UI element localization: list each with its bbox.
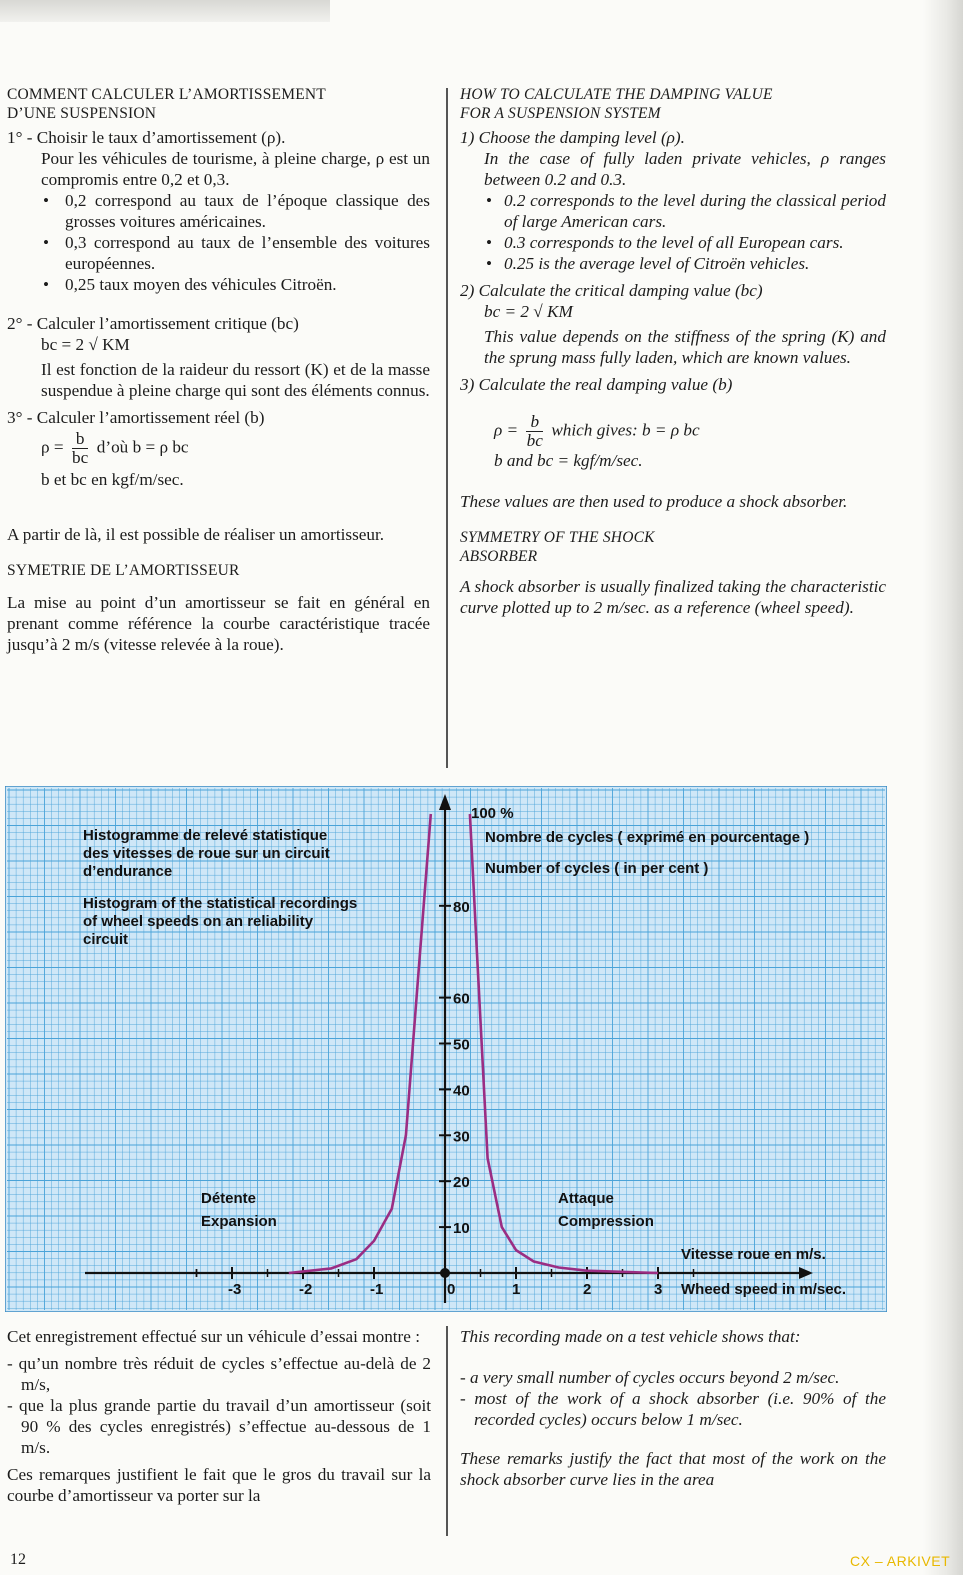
chart-title-en-line: Histogram of the statistical recordings — [83, 895, 358, 912]
list-item: - most of the work of a shock absorber (i.e. 90% of the recorded cycles) occurs below 1 m/sec. — [460, 1389, 886, 1429]
list-item: • 0,25 taux moyen des véhicules Citroën. — [65, 274, 430, 295]
en-step1-label: 1) Choose the damping level (ρ). — [460, 128, 685, 147]
y-tick-label: 60 — [453, 990, 470, 1008]
y-axis-label-en: Number of cycles ( in per cent ) — [485, 860, 709, 877]
fr-title — [7, 85, 430, 123]
list-item: • 0,3 correspond au taux de l’ensemble des voitures européennes. — [65, 232, 430, 274]
list-item: • 0.2 corresponds to the level during the classical period of large American cars. — [504, 190, 886, 232]
en-step3-label: 3) Calculate the real damping value (b) — [460, 375, 733, 394]
compression-label-en: Compression — [558, 1213, 654, 1230]
fr-step3-units: b et bc en kgf/m/sec. — [41, 470, 184, 489]
en-title-line: FOR A SUSPENSION SYSTEM — [460, 105, 661, 122]
fr-step3-label: 3° - Calculer l’amortissement réel (b) — [7, 408, 265, 427]
formula-fraction — [72, 430, 89, 467]
fr-symmetry-title: SYMETRIE DE L’AMORTISSEUR — [7, 562, 240, 579]
x-tick-label: 2 — [583, 1281, 592, 1298]
fr-step1-bullets — [7, 190, 430, 295]
fr-bottom-text — [7, 1326, 431, 1512]
chart-title-fr-line: Histogramme de relevé statistique — [83, 827, 328, 844]
y-tick-label: 30 — [453, 1128, 470, 1146]
column-divider — [446, 1326, 448, 1536]
en-step1-text: In the case of fully laden private vehicles, ρ ranges between 0.2 and 0.3. — [484, 149, 886, 189]
en-step3-units: b and bc = kgf/m/sec. — [494, 451, 643, 470]
column-divider — [446, 88, 448, 768]
expansion-label-fr: Détente — [201, 1190, 257, 1207]
fraction-numerator: b — [72, 430, 89, 449]
chart-title-en-line: circuit — [83, 931, 129, 948]
fr-step3-formula — [7, 430, 430, 467]
list-item: • 0.25 is the average level of Citroën vehicles. — [504, 253, 886, 274]
fr-step2-text: Il est fonction de la raideur du ressort (K) et de la masse suspendue à pleine charge qui sont des éléments connus. — [41, 360, 430, 400]
x-tick-label: -3 — [228, 1281, 242, 1298]
en-symmetry-title — [460, 528, 886, 566]
list-item: - qu’un nombre très réduit de cycles s’effectue au-delà de 2 m/s, — [7, 1354, 431, 1394]
chart-title-en-line: of wheel speeds on an reliability — [83, 913, 314, 930]
x-tick-label: 0 — [447, 1281, 456, 1298]
y-axis-label-fr: Nombre de cycles ( exprimé en pourcentage ) — [485, 829, 810, 846]
x-tick-label: -1 — [370, 1281, 384, 1298]
expansion-label-en: Expansion — [201, 1213, 277, 1230]
en-conclusion: These values are then used to produce a shock absorber. — [460, 492, 848, 511]
formula-rhs: which gives: b = ρ bc — [551, 420, 700, 440]
formula-lhs: ρ = — [41, 437, 64, 457]
en-title — [460, 85, 886, 123]
en-step2-label: 2) Calculate the critical damping value (bc) — [460, 281, 763, 300]
x-tick-label: -2 — [299, 1281, 313, 1298]
fr-title-line: D’UNE SUSPENSION — [7, 105, 157, 122]
en-bottom-end: These remarks justify the fact that most of the work on the shock absorber curve lies in the area — [460, 1449, 886, 1489]
y-tick-label: 20 — [453, 1174, 470, 1192]
en-step3-formula — [460, 413, 886, 450]
fraction-denominator: bc — [72, 448, 89, 467]
fr-symmetry-text: La mise au point d’un amortisseur se fait en général en prenant comme référence la courbe caractéristique tracée jusqu’à 2 m/s (vitesse relevée à la roue). — [7, 593, 430, 654]
chart-title-fr-line: des vitesses de roue sur un circuit — [83, 845, 330, 862]
formula-fraction — [526, 413, 543, 450]
x-axis-label-fr: Vitesse roue en m/s. — [681, 1246, 826, 1263]
fraction-denominator: bc — [526, 431, 543, 450]
list-item: • 0,2 correspond au taux de l’époque classique des grosses voitures américaines. — [65, 190, 430, 232]
wheel-speed-histogram-chart — [5, 786, 887, 1312]
list-item: • 0.3 corresponds to the level of all European cars. — [504, 232, 886, 253]
header-bar — [0, 0, 330, 22]
fr-step1-text: Pour les véhicules de tourisme, à pleine charge, ρ est un compromis entre 0,2 et 0,3. — [41, 149, 430, 189]
fr-step1-label: 1° - Choisir le taux d’amortissement (ρ). — [7, 128, 286, 147]
y-tick-label: 80 — [453, 898, 470, 916]
compression-label-fr: Attaque — [558, 1190, 614, 1207]
fr-step2-label: 2° - Calculer l’amortissement critique (bc) — [7, 314, 299, 333]
en-step2-formula: bc = 2 √ KM — [484, 302, 573, 321]
formula-lhs: ρ = — [494, 420, 519, 440]
y-axis-top-label: 100 % — [471, 805, 514, 822]
en-symmetry-title-line: ABSORBER — [460, 548, 538, 565]
fraction-numerator: b — [526, 413, 543, 432]
page-gutter-shadow — [923, 0, 963, 1575]
list-item: - a very small number of cycles occurs beyond 2 m/sec. — [460, 1368, 840, 1387]
en-title-line: HOW TO CALCULATE THE DAMPING VALUE — [460, 86, 773, 103]
x-axis-label-en: Wheed speed in m/sec. — [681, 1281, 847, 1298]
x-tick-label: 1 — [512, 1281, 521, 1298]
fr-bottom-end: Ces remarques justifient le fait que le gros du travail sur la courbe d’amortisseur va porter sur la — [7, 1465, 431, 1505]
formula-rhs: d’où b = ρ bc — [96, 437, 189, 457]
en-bottom-intro: This recording made on a test vehicle shows that: — [460, 1327, 801, 1346]
en-bottom-text — [460, 1326, 886, 1496]
fr-conclusion: A partir de là, il est possible de réaliser un amortisseur. — [7, 525, 385, 544]
list-item: - que la plus grande partie du travail d’un amortisseur (soit 90 % des cycles enregistrés) s’effectue au-dessous de 1 m/s. — [7, 1396, 431, 1457]
french-column — [7, 85, 430, 661]
watermark: CX – ARKIVET — [850, 1553, 951, 1569]
fr-bottom-intro: Cet enregistrement effectué sur un véhicule d’essai montre : — [7, 1327, 420, 1346]
y-tick-label: 40 — [453, 1082, 470, 1100]
x-tick-label: 3 — [654, 1281, 663, 1298]
en-symmetry-title-line: SYMMETRY OF THE SHOCK — [460, 529, 655, 546]
chart-title-fr-line: d’endurance — [83, 863, 173, 880]
y-tick-label: 50 — [453, 1036, 470, 1054]
page-number: 12 — [10, 1551, 26, 1568]
english-column — [460, 85, 886, 624]
fr-step2-formula: bc = 2 √ KM — [41, 335, 130, 354]
fr-title-line: COMMENT CALCULER L’AMORTISSEMENT — [7, 86, 326, 103]
en-step1-bullets — [460, 190, 886, 274]
en-step2-text: This value depends on the stiffness of the spring (K) and the sprung mass fully laden, which are known values. — [484, 327, 886, 367]
y-tick-label: 10 — [453, 1220, 470, 1238]
en-symmetry-text: A shock absorber is usually finalized taking the characteristic curve plotted up to 2 m/sec. as a reference (wheel speed). — [460, 577, 886, 617]
